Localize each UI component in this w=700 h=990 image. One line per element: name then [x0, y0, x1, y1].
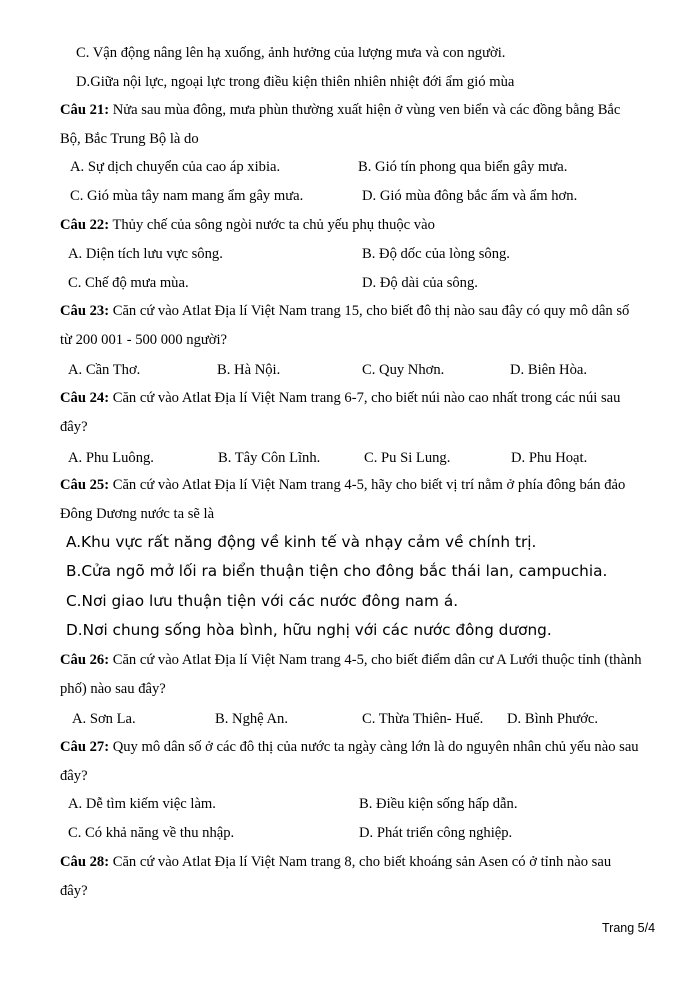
question-21	[60, 96, 642, 154]
question-23	[60, 297, 642, 355]
question-text: Căn cứ vào Atlat Địa lí Việt Nam trang 6-7, cho biết núi nào cao nhất trong các núi sau đây?	[60, 390, 621, 435]
question-label: Câu 25:	[60, 477, 110, 493]
option-d: D.Nơi chung sống hòa bình, hữu nghị với các nước đông dương.	[66, 621, 552, 639]
option-d: D. Gió mùa đông bắc ấm và ẩm hơn.	[362, 188, 578, 204]
option-b: B. Độ dốc của lòng sông.	[362, 246, 510, 262]
option-c: C.Nơi giao lưu thuận tiện với các nước đông nam á.	[66, 592, 459, 610]
option-d: D. Biên Hòa.	[510, 362, 588, 378]
question-label: Câu 26:	[60, 652, 110, 668]
question-22	[60, 211, 642, 240]
option-b: B. Gió tín phong qua biển gây mưa.	[358, 159, 568, 175]
page-number: Trang 5/4	[602, 921, 656, 935]
option-b: B. Hà Nội.	[217, 362, 281, 378]
question-label: Câu 27:	[60, 739, 110, 755]
option-line: D.Giữa nội lực, ngoại lực trong điều kiện thiên nhiên nhiệt đới ẩm gió mùa	[76, 74, 515, 90]
option-c: C. Thừa Thiên- Huế.	[362, 711, 484, 727]
question-24	[60, 384, 642, 442]
question-label: Câu 28:	[60, 854, 110, 870]
question-text: Quy mô dân số ở các đô thị của nước ta ngày càng lớn là do nguyên nhân chủ yếu nào sau đây?	[60, 739, 639, 784]
option-d: D. Phu Hoạt.	[511, 450, 588, 466]
question-label: Câu 21:	[60, 102, 110, 118]
option-d: D. Bình Phước.	[507, 711, 599, 727]
option-c: C. Chế độ mưa mùa.	[68, 275, 189, 291]
option-a: A. Sự dịch chuyển của cao áp xibia.	[70, 159, 281, 175]
option-b: B. Tây Côn Lĩnh.	[218, 450, 321, 466]
question-text: Căn cứ vào Atlat Địa lí Việt Nam trang 4-5, cho biết điểm dân cư A Lưới thuộc tỉnh (thành phố) nào sau đây?	[60, 652, 642, 697]
question-label: Câu 22:	[60, 217, 110, 233]
question-text: Căn cứ vào Atlat Địa lí Việt Nam trang 15, cho biết đô thị nào sau đây có quy mô dân số từ 200 001 - 500 000 người?	[60, 303, 630, 348]
option-d: D. Phát triển công nghiệp.	[359, 825, 513, 841]
option-a: A. Sơn La.	[72, 711, 136, 727]
question-25	[60, 471, 642, 529]
option-a: A. Dễ tìm kiếm việc làm.	[68, 796, 216, 812]
option-c: C. Có khả năng về thu nhập.	[68, 825, 235, 841]
option-line: C. Vận động nâng lên hạ xuống, ảnh hưởng của lượng mưa và con người.	[76, 45, 506, 61]
question-text: Căn cứ vào Atlat Địa lí Việt Nam trang 4-5, hãy cho biết vị trí nằm ở phía đông bán đảo Đông Dương nước ta sẽ là	[60, 477, 626, 522]
option-a: A. Diện tích lưu vực sông.	[68, 246, 223, 262]
question-label: Câu 24:	[60, 390, 110, 406]
option-c: C. Gió mùa tây nam mang ẩm gây mưa.	[70, 188, 304, 204]
option-d: D. Độ dài của sông.	[362, 275, 478, 291]
question-text: Căn cứ vào Atlat Địa lí Việt Nam trang 8, cho biết khoáng sản Asen có ở tỉnh nào sau đây?	[60, 854, 612, 899]
option-a: A.Khu vực rất năng động về kinh tế và nhạy cảm về chính trị.	[66, 533, 537, 551]
question-text: Thủy chế của sông ngòi nước ta chủ yếu phụ thuộc vào	[112, 217, 435, 233]
option-c: C. Quy Nhơn.	[362, 362, 445, 378]
option-b: B.Cửa ngõ mở lối ra biển thuận tiện cho đông bắc thái lan, campuchia.	[66, 562, 608, 580]
option-c: C. Pu Si Lung.	[364, 450, 451, 466]
option-b: B. Nghệ An.	[215, 711, 288, 727]
question-28	[60, 848, 642, 906]
option-a: A. Phu Luông.	[68, 450, 154, 466]
option-a: A. Cần Thơ.	[68, 362, 141, 378]
question-26	[60, 646, 642, 704]
option-b: B. Điều kiện sống hấp dẫn.	[359, 796, 518, 812]
question-27	[60, 733, 642, 791]
question-label: Câu 23:	[60, 303, 110, 319]
question-text: Nửa sau mùa đông, mưa phùn thường xuất hiện ở vùng ven biển và các đồng bằng Bắc Bộ, Bắc Trung Bộ là do	[60, 102, 621, 147]
